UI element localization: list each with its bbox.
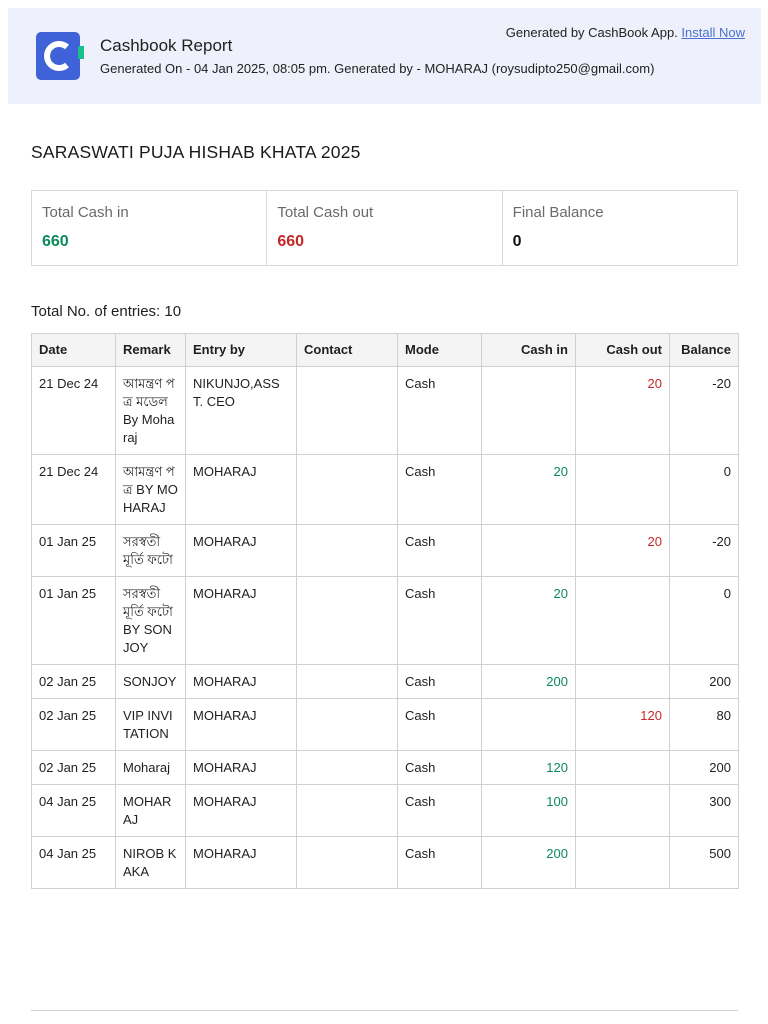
- cell-cash-out: [576, 455, 670, 525]
- table-row: [32, 837, 739, 889]
- cell-date: 01 Jan 25: [32, 525, 116, 577]
- cash-in-value: 660: [42, 233, 69, 250]
- cell-balance: -20: [670, 525, 739, 577]
- table-header-row: [32, 334, 739, 367]
- generated-by-notice: [506, 25, 745, 40]
- cell-date: 02 Jan 25: [32, 699, 116, 751]
- cell-remark: Moharaj: [116, 751, 186, 785]
- final-balance-value: 0: [512, 233, 522, 250]
- cell-contact: [297, 525, 398, 577]
- cell-entry-by: NIKUNJO,ASST. CEO: [186, 367, 297, 455]
- cell-entry-by: MOHARAJ: [186, 525, 297, 577]
- column-header-balance: Balance: [670, 334, 739, 367]
- cell-date: 04 Jan 25: [32, 785, 116, 837]
- cell-mode: Cash: [398, 525, 482, 577]
- cell-entry-by: MOHARAJ: [186, 699, 297, 751]
- cell-balance: 200: [670, 665, 739, 699]
- cell-remark: MOHARAJ: [116, 785, 186, 837]
- cell-remark: সরস্বতী মূর্তি ফটো: [116, 525, 186, 577]
- cell-contact: [297, 751, 398, 785]
- table-row: [32, 525, 739, 577]
- cash-out-label: Total Cash out: [277, 204, 374, 221]
- cell-contact: [297, 367, 398, 455]
- cell-contact: [297, 455, 398, 525]
- cell-cash-in: 200: [482, 665, 576, 699]
- cell-date: 21 Dec 24: [32, 455, 116, 525]
- cash-in-label: Total Cash in: [42, 204, 129, 221]
- cell-balance: 200: [670, 751, 739, 785]
- report-title: Cashbook Report: [100, 36, 233, 55]
- cell-balance: 0: [670, 455, 739, 525]
- cell-cash-in: [482, 367, 576, 455]
- entries-count: Total No. of entries: 10: [31, 303, 182, 320]
- cell-entry-by: MOHARAJ: [186, 837, 297, 889]
- cell-entry-by: MOHARAJ: [186, 665, 297, 699]
- column-header-contact: Contact: [297, 334, 398, 367]
- cell-remark: SONJOY: [116, 665, 186, 699]
- book-title: SARASWATI PUJA HISHAB KHATA 2025: [31, 142, 361, 162]
- cell-balance: 0: [670, 577, 739, 665]
- report-generated-info: Generated On - 04 Jan 2025, 08:05 pm. Generated by - MOHARAJ (roysudipto250@gmail.com): [100, 61, 655, 76]
- cell-remark: সরস্বতী মূর্তি ফটো BY SONJOY: [116, 577, 186, 665]
- cell-balance: -20: [670, 367, 739, 455]
- column-header-date: Date: [32, 334, 116, 367]
- cell-remark: VIP INVITATION: [116, 699, 186, 751]
- cell-cash-in: 20: [482, 455, 576, 525]
- cell-date: 04 Jan 25: [32, 837, 116, 889]
- cell-cash-out: [576, 665, 670, 699]
- final-balance-label: Final Balance: [512, 204, 604, 221]
- table-row: [32, 455, 739, 525]
- footer-divider: [31, 1010, 738, 1011]
- cell-balance: 300: [670, 785, 739, 837]
- cell-remark: আমন্ত্রণ পত্র মডেল By Moharaj: [116, 367, 186, 455]
- cell-cash-in: [482, 525, 576, 577]
- cell-date: 02 Jan 25: [32, 751, 116, 785]
- cell-remark: আমন্ত্রণ পত্র BY MOHARAJ: [116, 455, 186, 525]
- cell-mode: Cash: [398, 455, 482, 525]
- table-row: [32, 785, 739, 837]
- cell-date: 01 Jan 25: [32, 577, 116, 665]
- cell-mode: Cash: [398, 699, 482, 751]
- summary-cash-out: [267, 191, 502, 265]
- cell-cash-out: 120: [576, 699, 670, 751]
- cell-contact: [297, 665, 398, 699]
- table-row: [32, 665, 739, 699]
- summary-final-balance: [503, 191, 737, 265]
- cell-cash-out: 20: [576, 367, 670, 455]
- column-header-cash-in: Cash in: [482, 334, 576, 367]
- cell-contact: [297, 577, 398, 665]
- summary-cash-in: [32, 191, 267, 265]
- cell-mode: Cash: [398, 665, 482, 699]
- cell-mode: Cash: [398, 785, 482, 837]
- column-header-cash-out: Cash out: [576, 334, 670, 367]
- cell-cash-out: [576, 577, 670, 665]
- cell-entry-by: MOHARAJ: [186, 455, 297, 525]
- cell-cash-in: 120: [482, 751, 576, 785]
- report-header: [8, 8, 761, 104]
- cell-contact: [297, 785, 398, 837]
- cell-cash-in: 200: [482, 837, 576, 889]
- generated-by-text: Generated by CashBook App.: [505, 25, 678, 40]
- cell-balance: 500: [670, 837, 739, 889]
- cell-remark: NIROB KAKA: [116, 837, 186, 889]
- cell-cash-in: [482, 699, 576, 751]
- cell-mode: Cash: [398, 367, 482, 455]
- table-row: [32, 751, 739, 785]
- column-header-remark: Remark: [116, 334, 186, 367]
- table-row: [32, 577, 739, 665]
- entries-table: [31, 333, 739, 889]
- cell-cash-in: 20: [482, 577, 576, 665]
- cell-entry-by: MOHARAJ: [186, 785, 297, 837]
- cell-contact: [297, 837, 398, 889]
- column-header-entry-by: Entry by: [186, 334, 297, 367]
- cell-mode: Cash: [398, 751, 482, 785]
- cell-contact: [297, 699, 398, 751]
- cell-mode: Cash: [398, 837, 482, 889]
- cell-cash-out: [576, 837, 670, 889]
- cell-mode: Cash: [398, 577, 482, 665]
- cash-out-value: 660: [277, 233, 305, 250]
- cell-cash-out: 20: [576, 525, 670, 577]
- cell-date: 21 Dec 24: [32, 367, 116, 455]
- cashbook-logo-icon: [36, 32, 84, 80]
- table-row: [32, 367, 739, 455]
- cell-entry-by: MOHARAJ: [186, 577, 297, 665]
- cell-cash-out: [576, 751, 670, 785]
- summary-panel: [31, 190, 738, 266]
- column-header-mode: Mode: [398, 334, 482, 367]
- cell-balance: 80: [670, 699, 739, 751]
- table-row: [32, 699, 739, 751]
- cell-cash-in: 100: [482, 785, 576, 837]
- cell-cash-out: [576, 785, 670, 837]
- cell-entry-by: MOHARAJ: [186, 751, 297, 785]
- install-now-link[interactable]: Install Now: [681, 25, 745, 40]
- cell-date: 02 Jan 25: [32, 665, 116, 699]
